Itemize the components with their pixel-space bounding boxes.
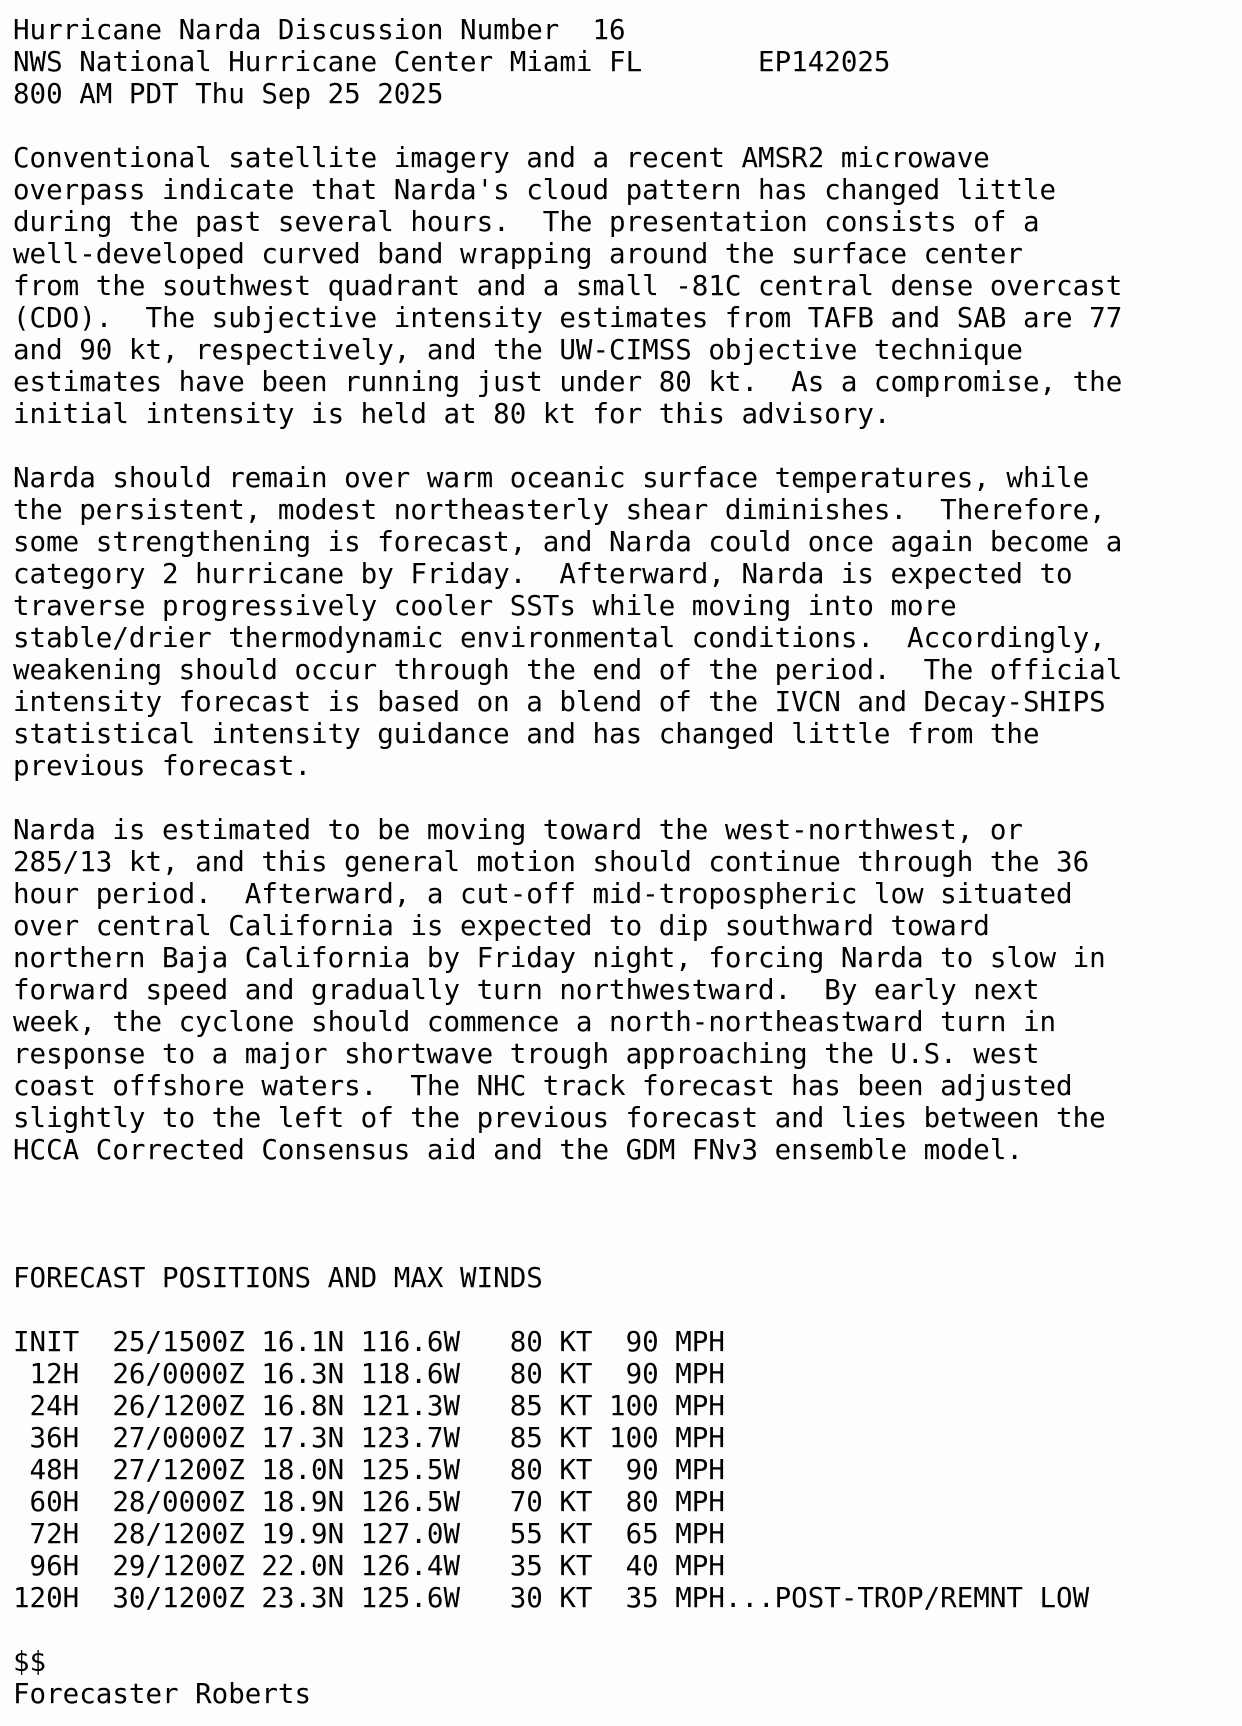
forecast-row: INIT 25/1500Z 16.1N 116.6W 80 KT 90 MPH	[13, 1326, 725, 1358]
paragraph-line: hour period. Afterward, a cut-off mid-tropospheric low situated	[13, 878, 1073, 910]
header-office: NWS National Hurricane Center Miami FL EP142025	[13, 46, 891, 78]
paragraph-line: traverse progressively cooler SSTs while moving into more	[13, 590, 957, 622]
header-issue-time: 800 AM PDT Thu Sep 25 2025	[13, 78, 444, 110]
blank-line	[13, 1166, 1122, 1198]
paragraph-line: Narda is estimated to be moving toward the west-northwest, or	[13, 814, 1023, 846]
end-marker: $$	[13, 1646, 47, 1678]
paragraph-line: Conventional satellite imagery and a recent AMSR2 microwave	[13, 142, 990, 174]
forecast-row: 12H 26/0000Z 16.3N 118.6W 80 KT 90 MPH	[13, 1358, 725, 1390]
paragraph-line: well-developed curved band wrapping around the surface center	[13, 238, 1023, 270]
blank-line	[13, 430, 1122, 462]
forecast-row: 120H 30/1200Z 23.3N 125.6W 30 KT 35 MPH...POST-TROP/REMNT LOW	[13, 1582, 1090, 1614]
paragraph-line: forward speed and gradually turn northwestward. By early next	[13, 974, 1040, 1006]
forecast-row: 72H 28/1200Z 19.9N 127.0W 55 KT 65 MPH	[13, 1518, 725, 1550]
paragraph-line: the persistent, modest northeasterly shear diminishes. Therefore,	[13, 494, 1106, 526]
header-title: Hurricane Narda Discussion Number 16	[13, 14, 626, 46]
paragraph-line: estimates have been running just under 80 kt. As a compromise, the	[13, 366, 1123, 398]
forecast-row: 24H 26/1200Z 16.8N 121.3W 85 KT 100 MPH	[13, 1390, 725, 1422]
paragraph-line: over central California is expected to dip southward toward	[13, 910, 990, 942]
paragraph-line: during the past several hours. The presentation consists of a	[13, 206, 1040, 238]
forecast-row: 60H 28/0000Z 18.9N 126.5W 70 KT 80 MPH	[13, 1486, 725, 1518]
paragraph-line: intensity forecast is based on a blend of the IVCN and Decay-SHIPS	[13, 686, 1106, 718]
blank-line	[13, 1614, 1122, 1646]
paragraph-line: category 2 hurricane by Friday. Afterward, Narda is expected to	[13, 558, 1073, 590]
paragraph-line: week, the cyclone should commence a north-northeastward turn in	[13, 1006, 1057, 1038]
paragraph-line: 285/13 kt, and this general motion should continue through the 36	[13, 846, 1090, 878]
forecast-row: 96H 29/1200Z 22.0N 126.4W 35 KT 40 MPH	[13, 1550, 725, 1582]
paragraph-line: northern Baja California by Friday night, forcing Narda to slow in	[13, 942, 1106, 974]
paragraph-line: stable/drier thermodynamic environmental conditions. Accordingly,	[13, 622, 1106, 654]
paragraph-line: Narda should remain over warm oceanic surface temperatures, while	[13, 462, 1090, 494]
blank-line	[13, 110, 1122, 142]
blank-line	[13, 1230, 1122, 1262]
paragraph-line: weakening should occur through the end of the period. The official	[13, 654, 1123, 686]
paragraph-line: and 90 kt, respectively, and the UW-CIMSS objective technique	[13, 334, 1023, 366]
forecast-title: FORECAST POSITIONS AND MAX WINDS	[13, 1262, 543, 1294]
paragraph-line: some strengthening is forecast, and Narda could once again become a	[13, 526, 1123, 558]
paragraph-line: from the southwest quadrant and a small -81C central dense overcast	[13, 270, 1123, 302]
forecaster-signature: Forecaster Roberts	[13, 1678, 312, 1710]
paragraph-line: previous forecast.	[13, 750, 312, 782]
discussion-text	[13, 14, 1122, 1710]
paragraph-line: coast offshore waters. The NHC track forecast has been adjusted	[13, 1070, 1073, 1102]
paragraph-line: HCCA Corrected Consensus aid and the GDM FNv3 ensemble model.	[13, 1134, 1023, 1166]
paragraph-line: response to a major shortwave trough approaching the U.S. west	[13, 1038, 1040, 1070]
blank-line	[13, 1198, 1122, 1230]
paragraph-line: statistical intensity guidance and has changed little from the	[13, 718, 1040, 750]
paragraph-line: initial intensity is held at 80 kt for this advisory.	[13, 398, 891, 430]
paragraph-line: slightly to the left of the previous forecast and lies between the	[13, 1102, 1106, 1134]
paragraph-line: (CDO). The subjective intensity estimates from TAFB and SAB are 77	[13, 302, 1123, 334]
blank-line	[13, 782, 1122, 814]
blank-line	[13, 1294, 1122, 1326]
forecast-row: 48H 27/1200Z 18.0N 125.5W 80 KT 90 MPH	[13, 1454, 725, 1486]
forecast-row: 36H 27/0000Z 17.3N 123.7W 85 KT 100 MPH	[13, 1422, 725, 1454]
paragraph-line: overpass indicate that Narda's cloud pattern has changed little	[13, 174, 1057, 206]
